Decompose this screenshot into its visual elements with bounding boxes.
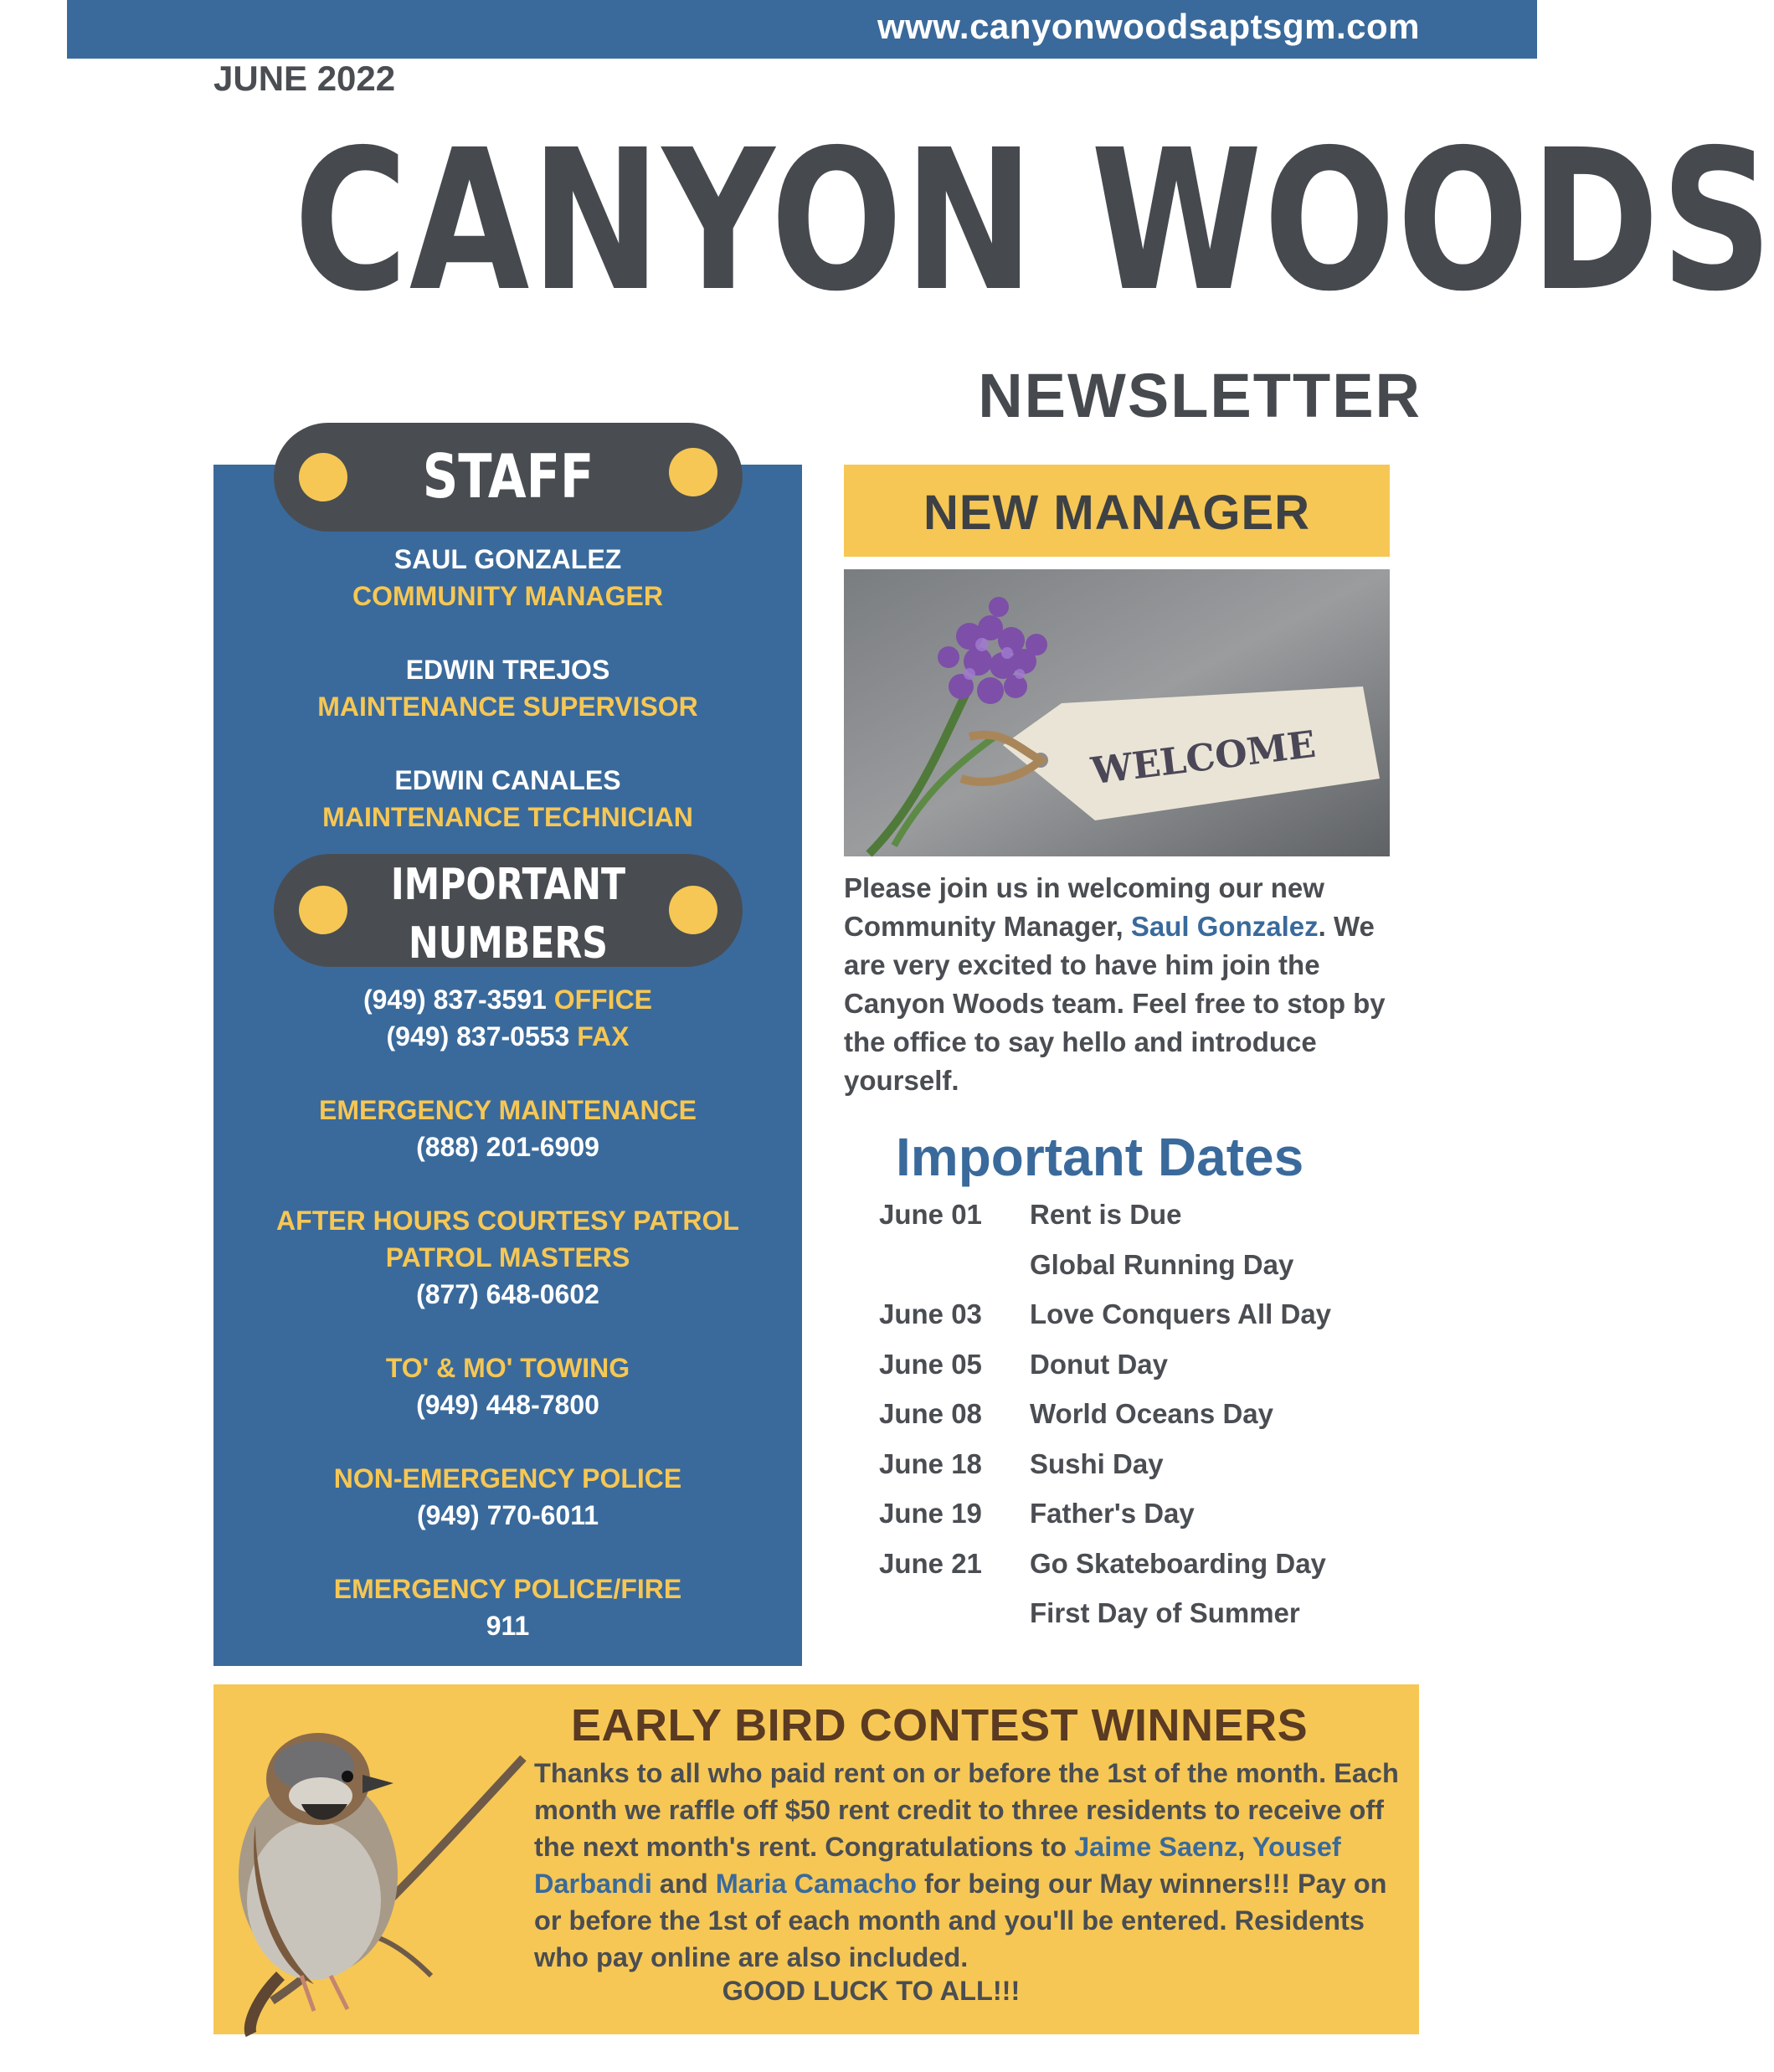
staff-list [213, 541, 802, 872]
welcome-tag-text: WELCOME [1088, 722, 1319, 794]
staff-member [213, 541, 802, 614]
office-contact: (949) 837-3591 OFFICE (949) 837-0553 FAX [363, 985, 653, 1051]
fire-contact: EMERGENCY POLICE/FIRE 911 [213, 1571, 802, 1644]
staff-member [213, 651, 802, 725]
fax-number: (949) 837-0553 [386, 1021, 570, 1051]
numbers-heading-pill [274, 854, 743, 967]
date-row: June 08 World Oceans Day [879, 1398, 1273, 1429]
staff-role: MAINTENANCE SUPERVISOR [317, 692, 698, 722]
fire-number[interactable]: 911 [486, 1611, 530, 1641]
manager-name: Saul Gonzalez [1130, 911, 1319, 942]
winner-name: Maria Camacho [715, 1869, 917, 1899]
masthead-subtitle: NEWSLETTER [978, 361, 1422, 430]
towing-number[interactable]: (949) 448-7800 [416, 1390, 599, 1420]
winner-name: Yousef Darbandi [534, 1832, 1341, 1899]
staff-member [213, 762, 802, 835]
staff-heading-pill [274, 423, 743, 532]
good-luck-text: GOOD LUCK TO ALL!!! [722, 1976, 1021, 2006]
issue-date: JUNE 2022 [213, 59, 396, 98]
date-row: First Day of Summer [1030, 1597, 1300, 1628]
date-row: June 03 Love Conquers All Day [879, 1298, 1332, 1329]
important-dates-heading: Important Dates [896, 1127, 1304, 1187]
date-row: June 01 Rent is Due [879, 1199, 1182, 1230]
police-number[interactable]: (949) 770-6011 [416, 1500, 599, 1530]
new-manager-banner [844, 465, 1390, 557]
staff-role: MAINTENANCE TECHNICIAN [322, 802, 693, 832]
early-bird-body: Thanks to all who paid rent on or before the 1st of the month. Each month we raffle off $50 rent credit to three residents to receive off the next month's rent. Congratulations to Jaime Saenz, Yousef Darbandi and Maria Camacho for being our May winners!!! Pay on or before the 1st of each month and you'll be entered. Residents who pay online are also included. [534, 1758, 1399, 1972]
patrol-contact: AFTER HOURS COURTESY PATROL PATROL MASTERS (877) 648-0602 [213, 1202, 802, 1313]
date-row: June 18 Sushi Day [879, 1447, 1164, 1479]
staff-name: EDWIN TREJOS [405, 655, 610, 685]
date-row: June 21 Go Skateboarding Day [879, 1547, 1326, 1579]
sparrow-image [222, 1699, 532, 2034]
emergency-maintenance-number[interactable]: (888) 201-6909 [416, 1132, 599, 1162]
staff-role: COMMUNITY MANAGER [352, 581, 663, 611]
date-row: June 05 Donut Day [879, 1348, 1168, 1380]
numbers-heading: IMPORTANT NUMBERS [390, 860, 626, 969]
winner-name: Jaime Saenz [1074, 1832, 1238, 1862]
website-url[interactable]: www.canyonwoodsaptsgm.com [877, 7, 1420, 46]
staff-name: EDWIN CANALES [394, 765, 621, 795]
new-manager-body: Please join us in welcoming our new Community Manager, Saul Gonzalez. We are very excited to have him join the Canyon Woods team. Feel free to stop by the office to say hello and introduce yourself. [844, 872, 1386, 1096]
important-dates-list [879, 1199, 1381, 1648]
office-number[interactable]: (949) 837-3591 [363, 985, 547, 1015]
patrol-number[interactable]: (877) 648-0602 [416, 1279, 599, 1309]
staff-name: SAUL GONZALEZ [393, 544, 622, 574]
date-row: June 19 Father's Day [879, 1498, 1195, 1529]
important-numbers-list [213, 981, 802, 1681]
top-bar [67, 0, 1537, 59]
early-bird-heading: EARLY BIRD CONTEST WINNERS [571, 1700, 1309, 1751]
welcome-photo [844, 569, 1390, 856]
new-manager-heading: NEW MANAGER [923, 486, 1311, 540]
masthead-title: CANYON WOODS [294, 108, 1774, 334]
staff-heading: STAFF [422, 441, 594, 512]
date-row: Global Running Day [1030, 1248, 1294, 1280]
police-contact: NON-EMERGENCY POLICE (949) 770-6011 [213, 1460, 802, 1534]
towing-contact: TO' & MO' TOWING (949) 448-7800 [213, 1350, 802, 1423]
emergency-maintenance-contact: EMERGENCY MAINTENANCE (888) 201-6909 [213, 1092, 802, 1165]
